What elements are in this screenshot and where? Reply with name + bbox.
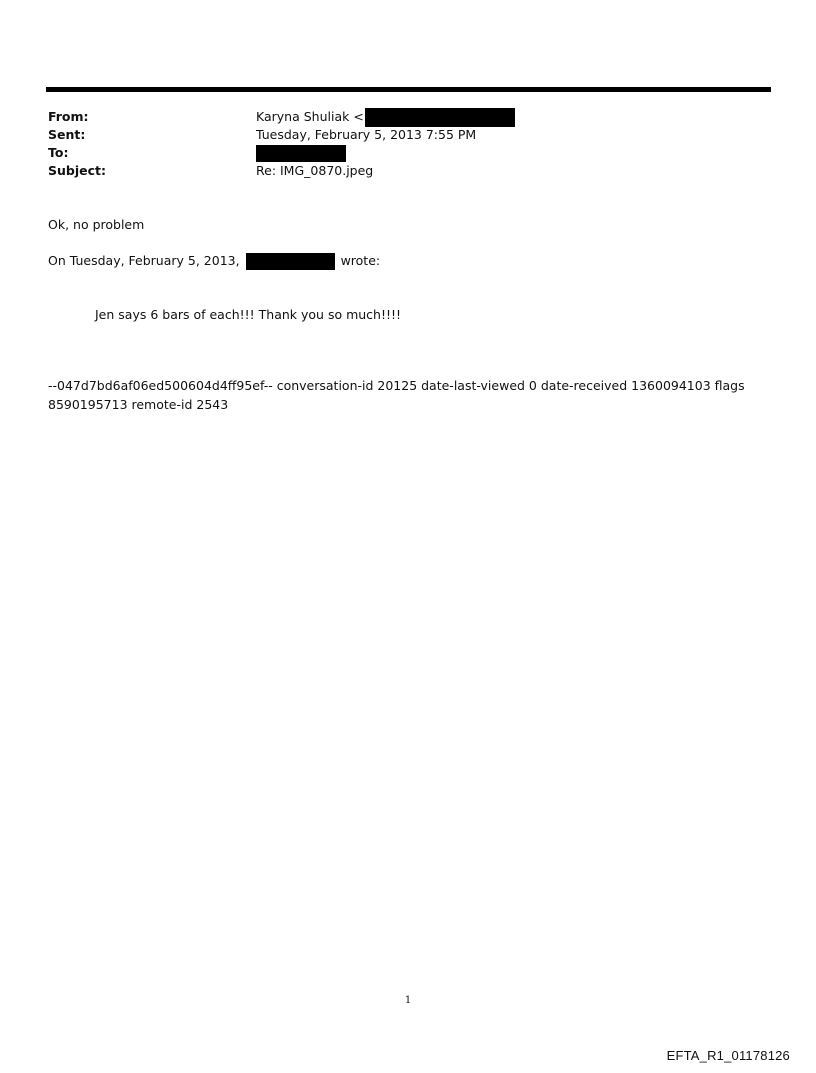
redaction-block [246,253,335,270]
quote-suffix: wrote: [340,253,381,268]
quote-attribution [48,252,380,270]
sent-label: Sent: [48,127,86,142]
from-value [256,108,515,127]
from-sender-name: Karyna Shuliak < [256,109,364,124]
reply-text: Ok, no problem [48,217,145,232]
sent-value: Tuesday, February 5, 2013 7:55 PM [256,127,477,142]
from-row [48,108,768,126]
sent-row [48,126,768,144]
quoted-message: Jen says 6 bars of each!!! Thank you so much!!!! [95,307,402,322]
quote-prefix: On Tuesday, February 5, 2013, [48,253,240,268]
subject-row [48,162,768,180]
to-row [48,144,768,162]
message-metadata: --047d7bd6af06ed500604d4ff95ef-- conversation-id 20125 date-last-viewed 0 date-received 1360094103 flags 8590195713 remote-id 2543 [48,378,745,412]
page-number: 1 [404,995,412,1006]
redaction-block [256,145,346,162]
bates-number: EFTA_R1_01178126 [666,1048,790,1063]
redaction-block [365,108,515,127]
subject-value: Re: IMG_0870.jpeg [256,163,374,178]
subject-label: Subject: [48,163,106,178]
header-divider [46,87,771,92]
from-label: From: [48,109,89,124]
to-label: To: [48,145,69,160]
to-value [256,144,346,162]
